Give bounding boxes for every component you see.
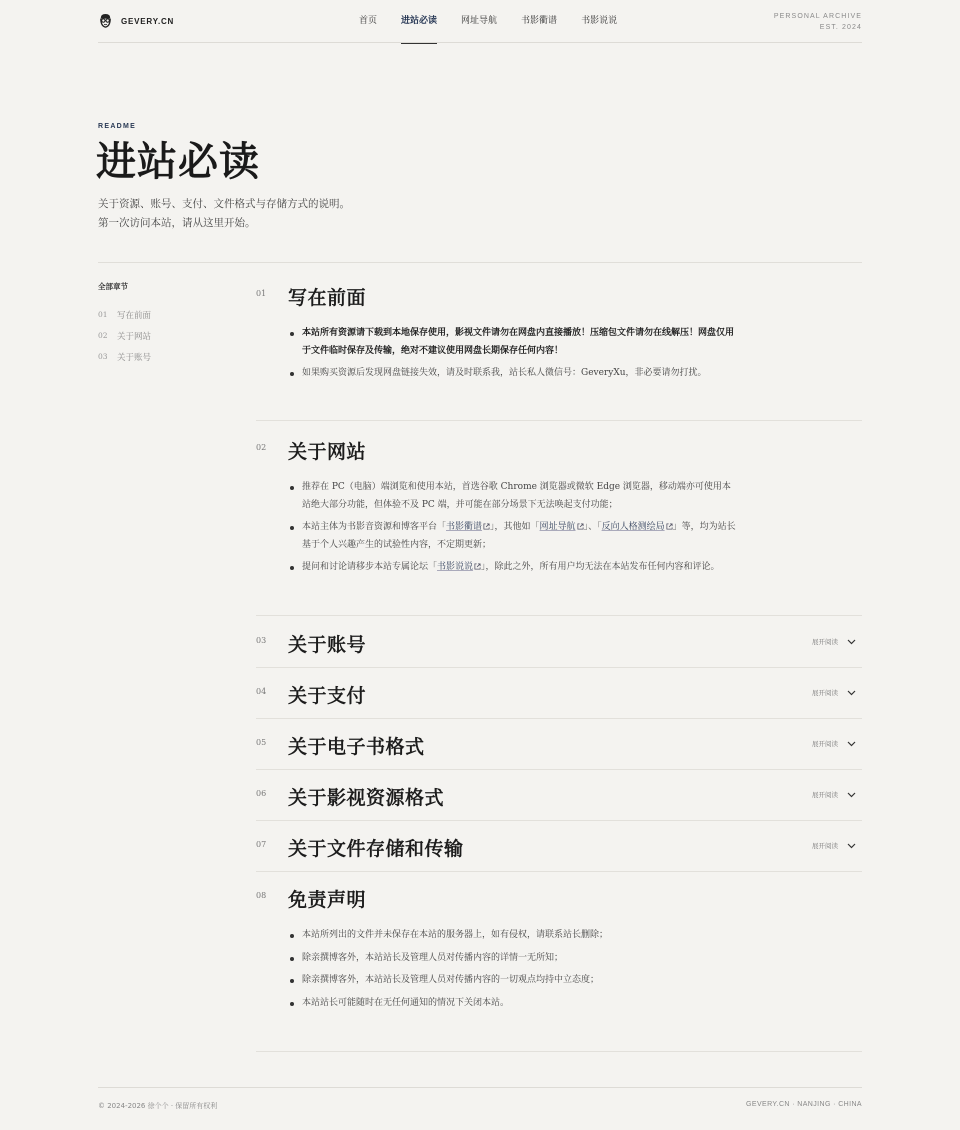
bullet-text: 本站主体为书影音资源和博客平台「 xyxy=(302,522,447,532)
footer-divider xyxy=(98,1087,862,1088)
link-library[interactable] xyxy=(446,522,490,532)
description-line2: 第一次访问本站，请从这里开始。 xyxy=(98,217,256,229)
external-link-icon xyxy=(474,563,481,570)
expand-toggle[interactable] xyxy=(812,688,856,697)
expand-toggle[interactable] xyxy=(812,790,856,799)
bullet-text: 」，其他如「 xyxy=(490,522,540,532)
bullet-item: 本站站长可能随时在无任何通知的情况下关闭本站。 xyxy=(288,995,738,1013)
toc-number: 01 xyxy=(98,310,108,319)
nav-readme[interactable]: 进站必读 xyxy=(401,0,437,43)
bullet-text: 提问和讨论请移步本站专属论坛「 xyxy=(302,562,438,572)
section-title: 关于支付 xyxy=(288,685,367,707)
expand-label: 展开阅读 xyxy=(812,842,838,850)
bullet-item xyxy=(288,519,738,554)
section-01 xyxy=(256,283,862,423)
chevron-down-icon xyxy=(847,843,856,849)
page-title: 进站必读 xyxy=(96,138,260,185)
bullet-text: 」，除此之外，所有用户均无法在本站发布任何内容和评论。 xyxy=(481,562,720,572)
expand-label: 展开阅读 xyxy=(812,791,838,799)
section-number: 06 xyxy=(256,789,267,798)
bullet-item: 本站所有资源请下载到本地保存使用，影视文件请勿在网盘内直接播放！压缩包文件请勿在线解压！网盘仅用于文件临时保存及传输，绝对不建议使用网盘长期保存任何内容！ xyxy=(288,325,738,360)
section-05[interactable] xyxy=(256,719,862,770)
bullet-text: 」等，均为站长基于个人兴趣产生的试验性内容，不定期更新； xyxy=(302,522,736,550)
toc-item-02[interactable] xyxy=(98,325,238,346)
external-link-icon xyxy=(483,523,490,530)
bullet-item: 如果购买资源后发现网盘链接失效，请及时联系我，站长私人微信号：GeveryXu，非必要请勿打扰。 xyxy=(288,365,738,383)
chevron-down-icon xyxy=(847,792,856,798)
link-forum[interactable] xyxy=(437,562,481,572)
nav-forum[interactable]: 书影说说 xyxy=(581,16,618,26)
toc-number: 03 xyxy=(98,352,108,361)
section-02 xyxy=(256,437,862,617)
logo-text: GEVERY.CN xyxy=(121,16,175,26)
link-text: 书影衢谱 xyxy=(446,522,483,532)
archive-label xyxy=(774,11,862,33)
toc-label: 写在前面 xyxy=(117,310,152,321)
site-header xyxy=(98,0,862,43)
page-description xyxy=(98,195,350,233)
archive-line2: EST. 2024 xyxy=(819,24,862,31)
toc-item-01[interactable] xyxy=(98,304,238,325)
link-text: 反向人格测绘局 xyxy=(601,522,665,532)
section-title: 关于影视资源格式 xyxy=(288,787,445,809)
toc-label: 关于账号 xyxy=(117,352,152,363)
section-06[interactable] xyxy=(256,770,862,821)
table-of-contents xyxy=(98,281,238,367)
section-title: 关于网站 xyxy=(288,441,367,463)
chevron-down-icon xyxy=(847,639,856,645)
link-text: 网址导航 xyxy=(539,522,576,532)
nav-home[interactable]: 首页 xyxy=(359,16,378,26)
section-bullets xyxy=(288,325,738,388)
bullet-item: 本站所列出的文件并未保存在本站的服务器上，如有侵权，请联系站长删除； xyxy=(288,927,738,945)
section-title: 关于账号 xyxy=(288,634,367,656)
section-title: 关于电子书格式 xyxy=(288,736,425,758)
description-line1: 关于资源、账号、支付、文件格式与存储方式的说明。 xyxy=(98,198,350,210)
footer-location: GEVERY.CN · NANJING · CHINA xyxy=(746,1101,862,1108)
hero-divider xyxy=(98,262,862,263)
section-title: 免责声明 xyxy=(288,889,367,911)
expand-label: 展开阅读 xyxy=(812,638,838,646)
bullet-text: 」、「 xyxy=(583,522,602,532)
section-title: 关于文件存储和传输 xyxy=(288,838,464,860)
readme-tag: README xyxy=(98,123,137,130)
section-number: 04 xyxy=(256,687,267,696)
bullet-item: 除亲撰博客外，本站站长及管理人员对传播内容的一切观点均持中立态度； xyxy=(288,972,738,990)
expand-toggle[interactable] xyxy=(812,739,856,748)
section-04[interactable] xyxy=(256,668,862,719)
bullet-item: 除亲撰博客外，本站站长及管理人员对传播内容的详情一无所知； xyxy=(288,950,738,968)
section-divider xyxy=(256,420,862,421)
chevron-down-icon xyxy=(847,690,856,696)
section-bullets xyxy=(288,479,738,582)
toc-item-03[interactable] xyxy=(98,346,238,367)
section-number: 02 xyxy=(256,443,267,452)
section-divider xyxy=(256,615,862,616)
nav-library[interactable]: 书影衢谱 xyxy=(521,16,558,26)
link-text: 书影说说 xyxy=(437,562,474,572)
section-number: 07 xyxy=(256,840,267,849)
link-nav[interactable] xyxy=(540,522,584,532)
section-number: 05 xyxy=(256,738,267,747)
link-persona[interactable] xyxy=(602,522,673,532)
expand-label: 展开阅读 xyxy=(812,740,838,748)
toc-label: 关于网站 xyxy=(117,331,152,342)
external-link-icon xyxy=(666,523,673,530)
expand-toggle[interactable] xyxy=(812,637,856,646)
section-number: 01 xyxy=(256,289,267,298)
chevron-down-icon xyxy=(847,741,856,747)
bullet-item xyxy=(288,559,738,577)
section-03[interactable] xyxy=(256,617,862,668)
section-title: 写在前面 xyxy=(288,287,367,309)
section-number: 08 xyxy=(256,891,267,900)
copyright: © 2024-2026 徐个个 · 保留所有权利 xyxy=(98,1102,218,1110)
expand-label: 展开阅读 xyxy=(812,689,838,697)
nav-links[interactable]: 网址导航 xyxy=(461,16,498,26)
archive-line1: PERSONAL ARCHIVE xyxy=(773,13,862,20)
main-nav xyxy=(359,0,641,43)
section-08 xyxy=(256,885,862,1055)
section-07[interactable] xyxy=(256,821,862,872)
section-bullets xyxy=(288,927,738,1017)
section-number: 03 xyxy=(256,636,267,645)
site-logo[interactable] xyxy=(98,13,174,29)
toc-heading: 全部章节 xyxy=(98,282,128,291)
avatar-glasses-icon xyxy=(98,13,113,29)
section-divider xyxy=(256,1051,862,1052)
expand-toggle[interactable] xyxy=(812,841,856,850)
external-link-icon xyxy=(577,523,584,530)
bullet-item: 推荐在 PC（电脑）端浏览和使用本站，首选谷歌 Chrome 浏览器或微软 Edge 浏览器，移动端亦可使用本站绝大部分功能，但体验不及 PC 端，并可能在部分场景下无法唤起支付功能； xyxy=(288,479,738,514)
toc-number: 02 xyxy=(98,331,108,340)
section-divider xyxy=(256,871,862,872)
